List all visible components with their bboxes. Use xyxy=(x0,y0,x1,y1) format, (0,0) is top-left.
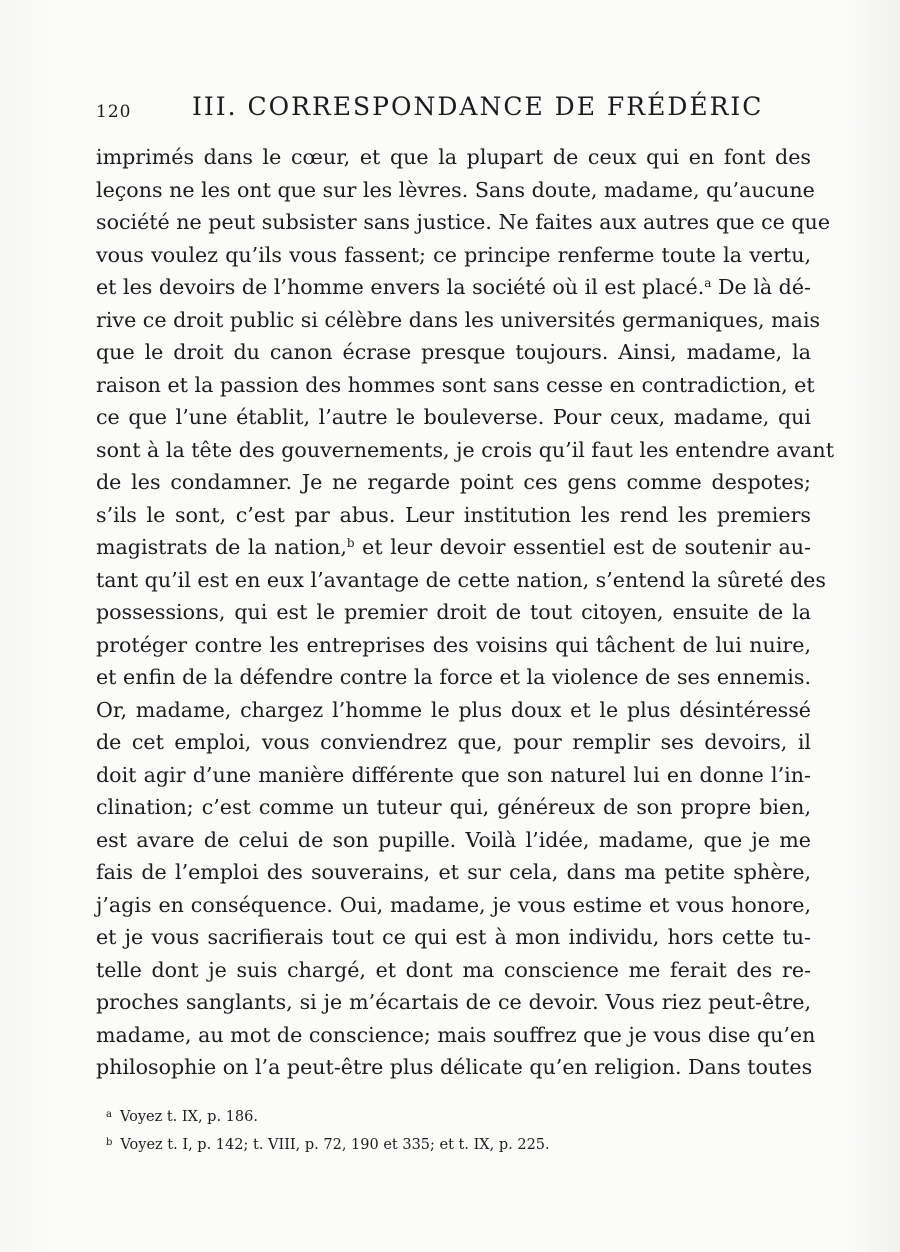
footnote-marker: a xyxy=(106,1109,112,1120)
text-line-part: et leur devoir essentiel est de soutenir au- xyxy=(354,535,811,559)
text-line-part: et les devoirs de l’homme envers la société où il est placé. xyxy=(96,275,705,299)
text-line: Or, madame, chargez l’homme le plus doux et le plus désintéressé xyxy=(96,697,811,722)
text-line: tant qu’il est en eux l’avantage de cette nation, s’entend la sûreté des xyxy=(96,567,826,592)
text-line: philosophie on l’a peut-être plus délicate qu’en religion. Dans toutes xyxy=(96,1055,813,1079)
text-line: est avare de celui de son pupille. Voilà l’idée, madame, que je me xyxy=(96,827,811,852)
page-header xyxy=(96,92,816,126)
footnote-text: Voyez t. IX, p. 186. xyxy=(119,1109,258,1125)
text-line: telle dont je suis chargé, et dont ma conscience me ferait des re- xyxy=(96,957,811,982)
text-line: de cet emploi, vous conviendrez que, pour remplir ses devoirs, il xyxy=(96,730,811,754)
footnote-b xyxy=(106,1130,724,1158)
body-text xyxy=(96,141,834,1084)
text-line: protéger contre les entreprises des voisins qui tâchent de lui nuire, xyxy=(96,632,811,657)
footnote-a xyxy=(106,1102,724,1130)
text-line: leçons ne les ont que sur les lèvres. Sans doute, madame, qu’aucune xyxy=(96,177,815,202)
text-line: proches sanglants, si je m’écartais de ce devoir. Vous riez peut-être, xyxy=(96,990,811,1014)
text-line: ce que l’une établit, l’autre le bouleverse. Pour ceux, madame, qui xyxy=(96,405,811,429)
footnote-reference: b xyxy=(346,536,355,550)
text-line: possessions, qui est le premier droit de tout citoyen, ensuite de la xyxy=(96,600,811,624)
text-line: que le droit du canon écrase presque toujours. Ainsi, madame, la xyxy=(96,340,811,364)
text-line: j’agis en conséquence. Oui, madame, je vous estime et vous honore, xyxy=(96,892,811,917)
text-line-with-footnote xyxy=(96,271,811,304)
footnote-marker: b xyxy=(106,1137,113,1148)
footnote-text: Voyez t. I, p. 142; t. VIII, p. 72, 190 et 335; et t. IX, p. 225. xyxy=(120,1137,550,1153)
text-line: fais de l’emploi des souverains, et sur cela, dans ma petite sphère, xyxy=(96,860,811,884)
text-line: sont à la tête des gouvernements, je crois qu’il faut les entendre avant xyxy=(96,437,834,462)
text-line: rive ce droit public si célèbre dans les universités germaniques, mais xyxy=(96,307,821,332)
text-line: doit agir d’une manière différente que son naturel lui en donne l’in- xyxy=(96,762,811,787)
running-title: III. CORRESPONDANCE DE FRÉDÉRIC xyxy=(192,92,764,121)
text-line: clination; c’est comme un tuteur qui, généreux de son propre bien, xyxy=(96,795,811,819)
text-line-part: De là dé- xyxy=(711,275,811,299)
text-line: et enfin de la défendre contre la force et la violence de ses ennemis. xyxy=(96,665,811,689)
text-line-with-footnote xyxy=(96,531,811,564)
text-line: société ne peut subsister sans justice. Ne faites aux autres que ce que xyxy=(96,210,831,234)
footnote-reference: a xyxy=(704,276,712,290)
text-line-part: magistrats de la nation, xyxy=(96,535,347,559)
text-line: vous voulez qu’ils vous fassent; ce principe renferme toute la vertu, xyxy=(96,242,811,267)
text-line: madame, au mot de conscience; mais souffrez que je vous dise qu’en xyxy=(96,1022,816,1047)
page-number: 120 xyxy=(96,102,132,122)
text-line: raison et la passion des hommes sont sans cesse en contradiction, et xyxy=(96,372,815,397)
text-line: imprimés dans le cœur, et que la plupart de ceux qui en font des xyxy=(96,145,811,169)
footnotes xyxy=(106,1102,724,1158)
text-line: s’ils le sont, c’est par abus. Leur institution les rend les premiers xyxy=(96,502,811,527)
text-line: et je vous sacrifierais tout ce qui est à mon individu, hors cette tu- xyxy=(96,925,811,949)
text-line: de les condamner. Je ne regarde point ces gens comme despotes; xyxy=(96,470,811,494)
